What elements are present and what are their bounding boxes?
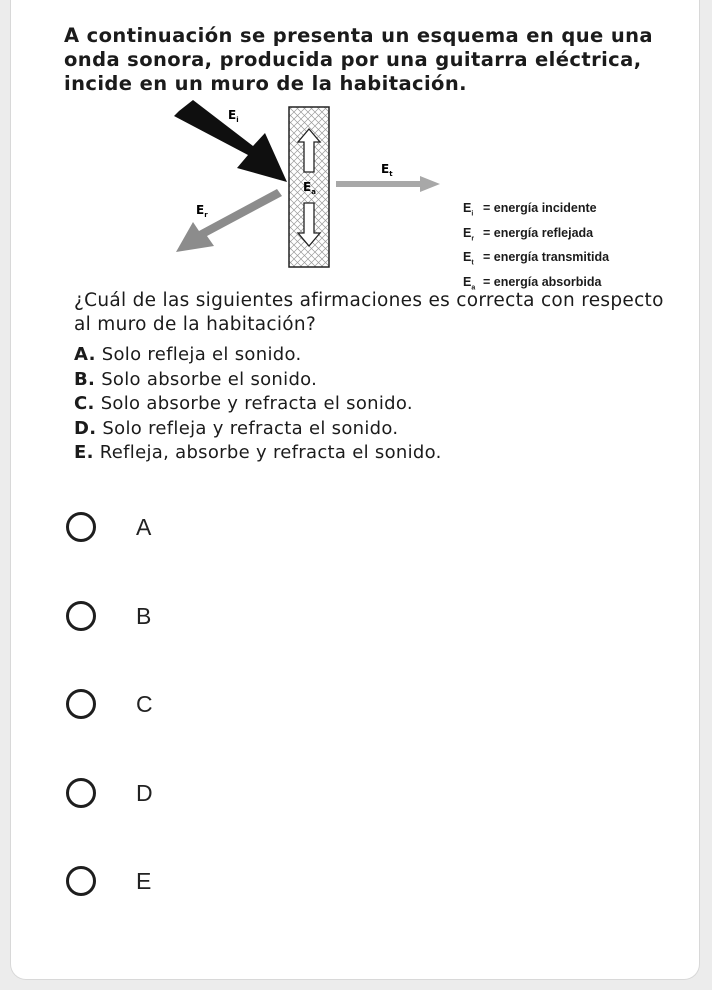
choice-a[interactable]: [66, 507, 151, 547]
label-transmitted: $E_t$: [381, 162, 393, 178]
question-text: ¿Cuál de las siguientes afirmaciones es correcta con respecto al muro de la habitación?: [74, 290, 664, 335]
wave-diagram: [0, 0, 712, 290]
choice-label: E: [136, 867, 152, 894]
choice-label: B: [136, 602, 152, 629]
reflected-arrow: [176, 189, 282, 252]
options-list: [74, 343, 442, 466]
choice-label: D: [136, 779, 153, 806]
choice-label: C: [136, 690, 153, 717]
legend-item-reflected: $E_r$ = energía reflejada: [463, 225, 594, 242]
option-e: E. Refleja, absorbe y refracta el sonido.: [74, 442, 442, 463]
option-d: D. Solo refleja y refracta el sonido.: [74, 417, 399, 439]
legend-item-incident: $E_i$ = energía incidente: [463, 201, 597, 218]
choice-label: A: [136, 513, 152, 540]
radio-circle-icon[interactable]: [66, 866, 96, 896]
radio-circle-icon[interactable]: [66, 778, 96, 808]
label-incident: $E_i$: [228, 108, 239, 124]
label-absorbed: $E_a$: [303, 180, 316, 196]
radio-circle-icon[interactable]: [66, 512, 96, 542]
legend-item-transmitted: $E_t$ = energía transmitida: [463, 250, 610, 267]
radio-circle-icon[interactable]: [66, 689, 96, 719]
energy-legend: [463, 199, 609, 297]
intro-text: A continuación se presenta un esquema en que una onda sonora, producida por una guitarra eléctrica, incide en un muro de la habitación.: [64, 24, 653, 95]
transmitted-arrow: [336, 176, 440, 192]
label-reflected: $E_r$: [196, 203, 208, 219]
choice-d[interactable]: [66, 773, 153, 813]
choice-b[interactable]: [66, 596, 151, 636]
option-a: A. Solo refleja el sonido.: [74, 344, 302, 365]
legend-item-absorbed: $E_a$ = energía absorbida: [463, 274, 602, 291]
choice-c[interactable]: [66, 684, 153, 724]
radio-circle-icon[interactable]: [66, 601, 96, 631]
option-c: C. Solo absorbe y refracta el sonido.: [74, 393, 413, 414]
option-b: B. Solo absorbe el sonido.: [74, 368, 318, 390]
choice-e[interactable]: [66, 861, 151, 901]
